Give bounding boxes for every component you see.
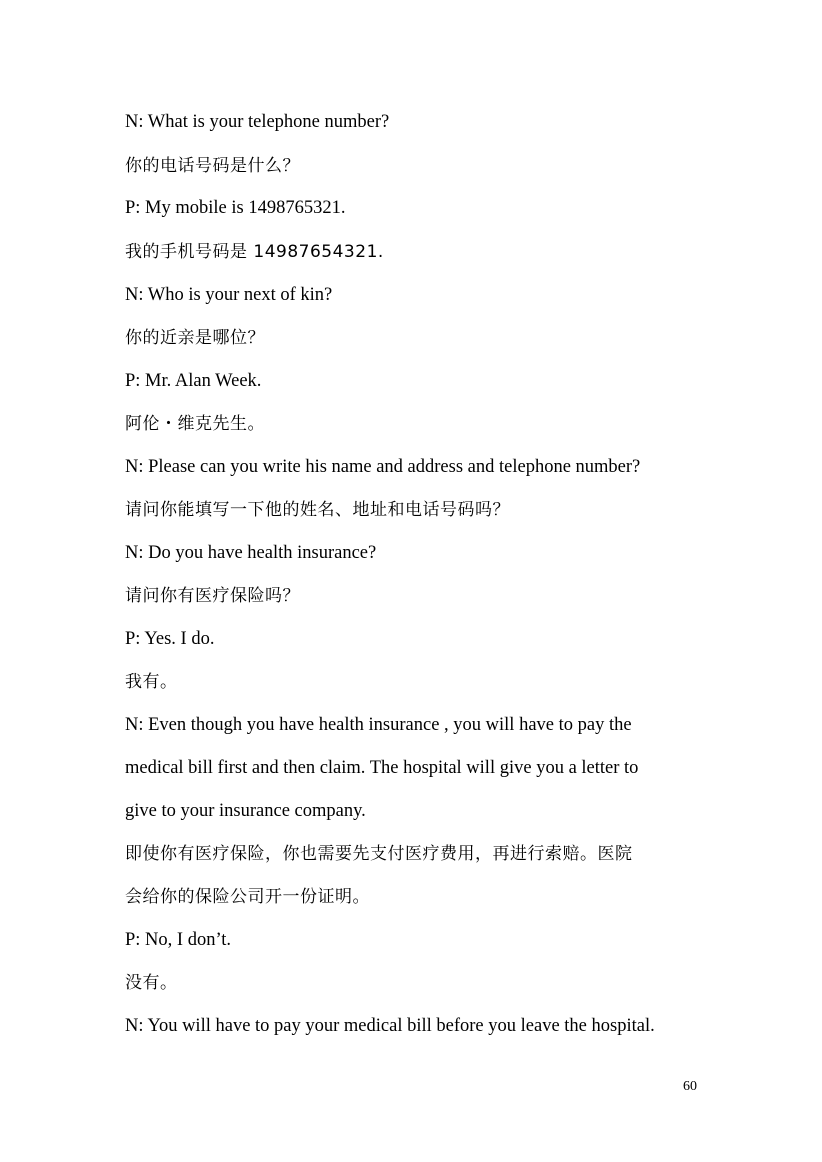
dialogue-line-nurse: N: You will have to pay your medical bill before you leave the hospital. bbox=[125, 1016, 655, 1036]
dialogue-line-nurse: N: Please can you write his name and address and telephone number? bbox=[125, 457, 641, 477]
dialogue-line-continuation: medical bill first and then claim. The hospital will give you a letter to bbox=[125, 758, 639, 778]
dialogue-line-continuation: give to your insurance company. bbox=[125, 801, 366, 821]
dialogue-line-patient: P: Yes. I do. bbox=[125, 629, 215, 649]
dialogue-line-nurse: N: Who is your next of kin? bbox=[125, 285, 333, 305]
translation-line: 会给你的保险公司开一份证明。 bbox=[125, 887, 370, 907]
translation-line: 我有。 bbox=[125, 672, 178, 692]
translation-line: 即使你有医疗保险，你也需要先支付医疗费用，再进行索赔。医院 bbox=[125, 844, 633, 864]
translation-line: 阿伦・维克先生。 bbox=[125, 414, 265, 434]
translation-line: 你的电话号码是什么？ bbox=[125, 156, 300, 176]
dialogue-line-patient: P: No, I don’t. bbox=[125, 930, 232, 950]
translation-line: 请问你能填写一下他的姓名、地址和电话号码吗？ bbox=[125, 500, 510, 520]
translation-line: 请问你有医疗保险吗？ bbox=[125, 586, 300, 606]
dialogue-line-nurse: N: Do you have health insurance? bbox=[125, 543, 377, 563]
translation-line: 没有。 bbox=[125, 973, 178, 993]
dialogue-line-nurse: N: Even though you have health insurance , you will have to pay the bbox=[125, 715, 632, 735]
dialogue-line-patient: P: Mr. Alan Week. bbox=[125, 371, 262, 391]
dialogue-line-nurse: N: What is your telephone number? bbox=[125, 112, 390, 132]
translation-line: 你的近亲是哪位？ bbox=[125, 328, 265, 348]
dialogue-line-patient: P: My mobile is 1498765321. bbox=[125, 198, 346, 218]
page-number: 60 bbox=[683, 1079, 697, 1094]
translation-line: 我的手机号码是 14987654321. bbox=[125, 242, 384, 262]
